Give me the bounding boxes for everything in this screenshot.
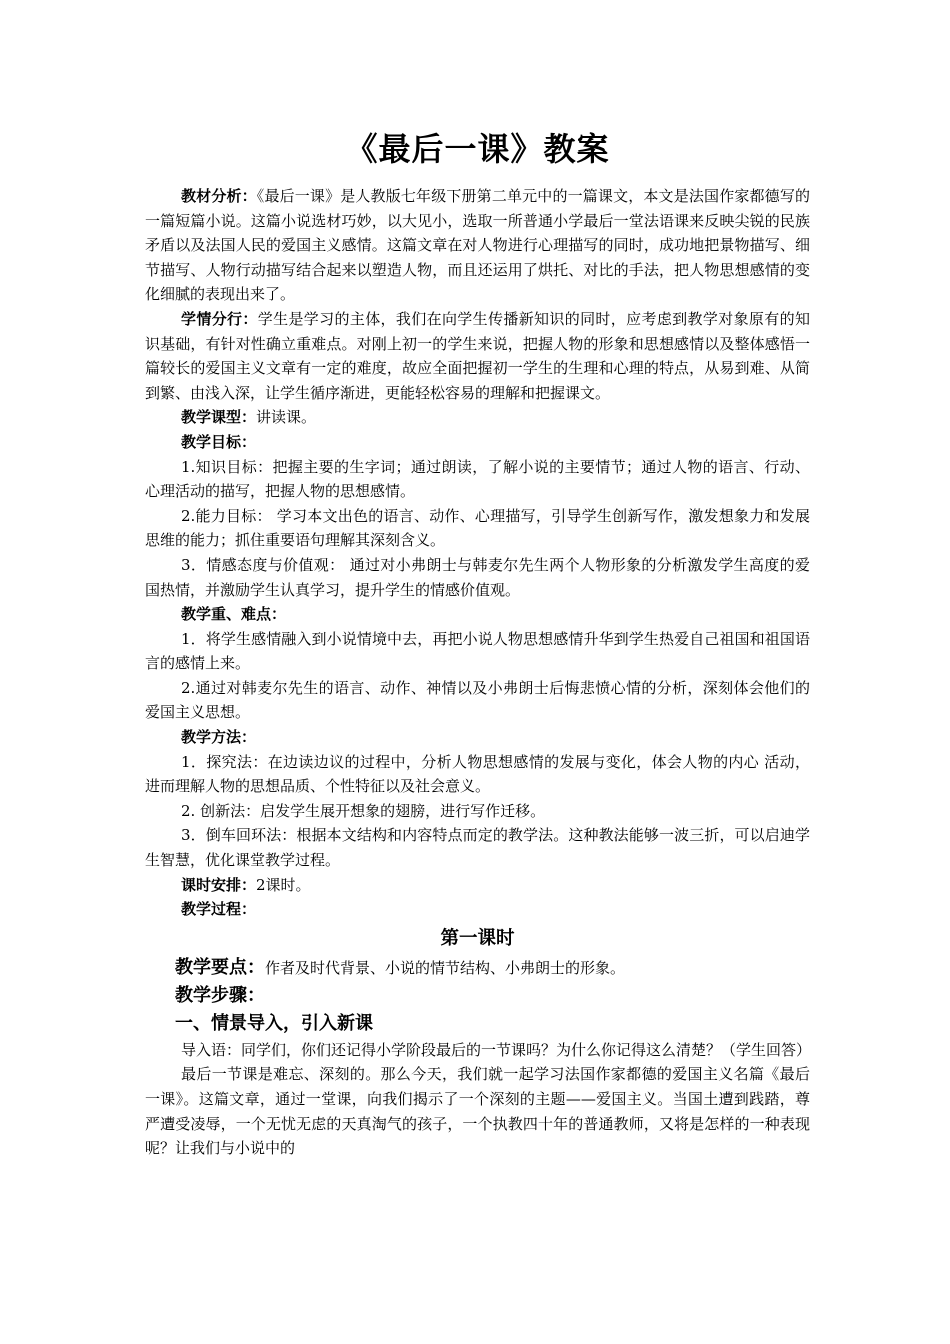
textbook-analysis-paragraph: [145, 184, 810, 307]
schedule-label: 课时安排：: [181, 875, 257, 894]
student-analysis-label: 学情分行：: [181, 309, 258, 328]
process-label: 教学过程：: [181, 900, 257, 919]
lesson-one-steps-heading: [145, 982, 810, 1010]
lesson-type-text: 讲读课。: [256, 408, 317, 427]
goal-item: 1.知识目标：把握主要的生字词；通过朗读，了解小说的主要情节；通过人物的语言、行动、心理活动的描写，把握人物的思想感情。: [145, 457, 810, 501]
schedule-text: 2课时。: [256, 875, 311, 894]
lesson-one-steps-label: 教学步骤：: [175, 984, 265, 1006]
lesson-type-paragraph: [145, 405, 810, 430]
key-points-heading: [145, 602, 810, 627]
lesson-type-label: 教学课型：: [181, 408, 257, 427]
methods-label: 教学方法：: [181, 728, 257, 747]
lesson-one-key-points: [145, 954, 810, 982]
method-item: 2. 创新法：启发学生展开想象的翅膀，进行写作迁移。: [181, 801, 546, 820]
schedule-paragraph: [145, 873, 810, 898]
process-heading: [145, 897, 810, 922]
textbook-analysis-text: 《最后一课》是人教版七年级下册第二单元中的一篇课文，本文是法国作家都德写的一篇短篇小说。这篇小说选材巧妙，以大见小，选取一所普通小学最后一堂法语课来反映尖锐的民族矛盾以及法国人民的爱国主义感情。这篇文章在对人物进行心理描写的同时，成功地把景物描写、细节描写、人物行动描写结合起来以塑造人物，而且还运用了烘托、对比的手法，把人物思想感情的变化细腻的表现出来了。: [145, 187, 810, 304]
goals-heading: [145, 430, 810, 455]
textbook-analysis-label: 教材分析：: [181, 187, 257, 205]
method-item: 3．倒车回环法：根据本文结构和内容特点而定的教学法。这种教法能够一波三折，可以启迪学生智慧，优化课堂教学过程。: [145, 826, 810, 870]
document-title: 《最后一课》教案: [345, 130, 610, 168]
lesson-one-key-points-label: 教学要点：: [175, 956, 265, 978]
intro-paragraph: 最后一节课是难忘、深刻的。那么今天，我们就一起学习法国作家都德的爱国主义名篇《最后一课》。这篇文章，通过一堂课，向我们揭示了一个深刻的主题——爱国主义。当国土遭到践踏，尊严遭受凌辱，一个无忧无虑的天真淘气的孩子，一个执教四十年的普通教师，又将是怎样的一种表现呢？让我们与小说中的: [145, 1065, 810, 1158]
goal-item: 2.能力目标： 学习本文出色的语言、动作、心理描写，引导学生创新写作，激发想象力和发展思维的能力；抓住重要语句理解其深刻含义。: [145, 506, 810, 550]
method-item: 1．探究法：在边读边议的过程中，分析人物思想感情的发展与变化，体会人物的内心 活动，进而理解人物的思想品质、个性特征以及社会意义。: [145, 752, 810, 796]
document-page: [145, 120, 810, 1161]
lesson-one-heading: 第一课时: [440, 927, 515, 949]
key-point-item: 2.通过对韩麦尔先生的语言、动作、神情以及小弗朗士后悔悲愤心情的分析，深刻体会他们的爱国主义思想。: [145, 678, 810, 722]
goal-item: 3．情感态度与价值观： 通过对小弗朗士与韩麦尔先生两个人物形象的分析激发学生高度的爱国热情，并激励学生认真学习，提升学生的情感价值观。: [145, 555, 810, 599]
methods-heading: [145, 725, 810, 750]
goals-label: 教学目标：: [181, 432, 257, 451]
intro-paragraph: 导入语：同学们，你们还记得小学阶段最后的一节课吗？为什么你记得这么清楚？（学生回答）: [181, 1040, 812, 1059]
student-analysis-paragraph: [145, 307, 810, 405]
step-one-heading: 一、情景导入，引入新课: [175, 1012, 373, 1034]
key-point-item: 1．将学生感情融入到小说情境中去，再把小说人物思想感情升华到学生热爱自己祖国和祖国语言的感情上来。: [145, 629, 810, 673]
lesson-one-key-points-text: 作者及时代背景、小说的情节结构、小弗朗士的形象。: [265, 958, 626, 977]
student-analysis-text: 学生是学习的主体，我们在向学生传播新知识的同时，应考虑到教学对象原有的知识基础，有针对性确立重难点。对刚上初一的学生来说，把握人物的形象和思想感情以及整体感悟一篇较长的爱国主义文章有一定的难度，故应全面把握初一学生的生理和心理的特点，从易到难、从简到繁、由浅入深，让学生循序渐进，更能轻松容易的理解和把握课文。: [145, 309, 810, 402]
key-points-label: 教学重、难点：: [181, 605, 287, 624]
